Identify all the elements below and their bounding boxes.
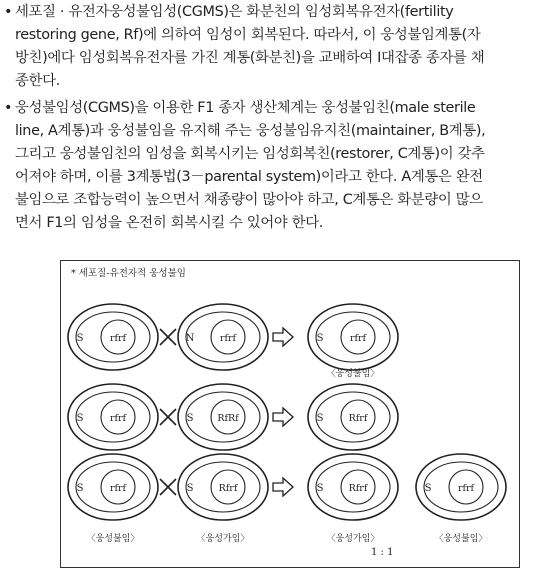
genotype-label: rfrf [109,333,127,344]
phenotype-label: 〈웅성가임〉 [326,534,380,544]
paragraph-line: 어져야 하며, 이를 3계통법(3－parental system)이라고 한다. A계통은 완전 [15,169,483,185]
bullet-marker: • [4,100,13,116]
genotype-label: rfrf [219,333,237,344]
cytoplasm-type-label: S [186,483,194,494]
genotype-label: Rfrf [218,483,238,494]
cytoplasm-type-label: S [316,483,324,494]
cytoplasm-type-label: S [316,333,324,344]
genotype-label: rfrf [109,413,127,424]
diagram-canvas [61,261,518,566]
paragraph-f1-seed-system [4,97,538,235]
paragraph-line: restoring gene, Rf)에 의하여 임성이 회복된다. 따라서, 이 웅성불임계통(자 [15,27,481,43]
genotype-label: rfrf [349,333,367,344]
phenotype-label: 〈웅성가임〉 [196,534,250,544]
paragraph-line: line, A계통)과 웅성불임을 유지해 주는 웅성불임유지친(maintainer, B계통), [15,123,486,139]
paragraph-cgms-restoration [4,1,538,93]
cytoplasm-type-label: S [316,413,324,424]
paragraph-line: 웅성불임성(CGMS)을 이용한 F1 종자 생산체계는 웅성불임친(male sterile [15,100,476,116]
paragraph-line: 면서 F1의 임성을 온전히 회복시킬 수 있어야 한다. [15,215,324,231]
paragraph-line: 방친)에다 임성회복유전자를 가진 계통(화분친)을 교배하여 I대잡종 종자를 채 [15,50,485,66]
cgms-cross-diagram [60,260,520,568]
cross-result-arrow [273,408,293,426]
cytoplasm-type-label: N [185,333,195,344]
paragraph-line: 그리고 웅성불임친의 임성을 회복시키는 임성회복친(restorer, C계통)이 갖추 [15,146,485,162]
bullet-marker: • [4,4,13,20]
phenotype-label: 〈웅성불임〉 [434,534,488,544]
phenotype-label: 〈웅성불임〉 [326,369,380,379]
diagram-title: * 세포질-유전자적 웅성불임 [71,268,186,279]
genotype-label: rfrf [457,483,475,494]
genotype-label: rfrf [109,483,127,494]
cross-result-arrow [273,328,293,346]
genotype-label: Rfrf [348,413,368,424]
cytoplasm-type-label: S [76,413,84,424]
cytoplasm-type-label: S [424,483,432,494]
cytoplasm-type-label: S [76,333,84,344]
paragraph-line: 종한다. [15,73,60,89]
segregation-ratio: 1 : 1 [371,547,394,558]
cytoplasm-type-label: S [186,413,194,424]
cytoplasm-type-label: S [76,483,84,494]
paragraph-line: 불임으로 조합능력이 높으면서 채종량이 많아야 하고, C계통은 화분량이 많으 [15,192,483,208]
phenotype-label: 〈웅성불임〉 [86,534,140,544]
cross-result-arrow [273,478,293,496]
genotype-label: Rfrf [348,483,368,494]
paragraph-line: 세포질 · 유전자웅성불임성(CGMS)은 화분친의 임성회복유전자(fertility [15,4,454,20]
genotype-label: RfRf [217,413,239,424]
